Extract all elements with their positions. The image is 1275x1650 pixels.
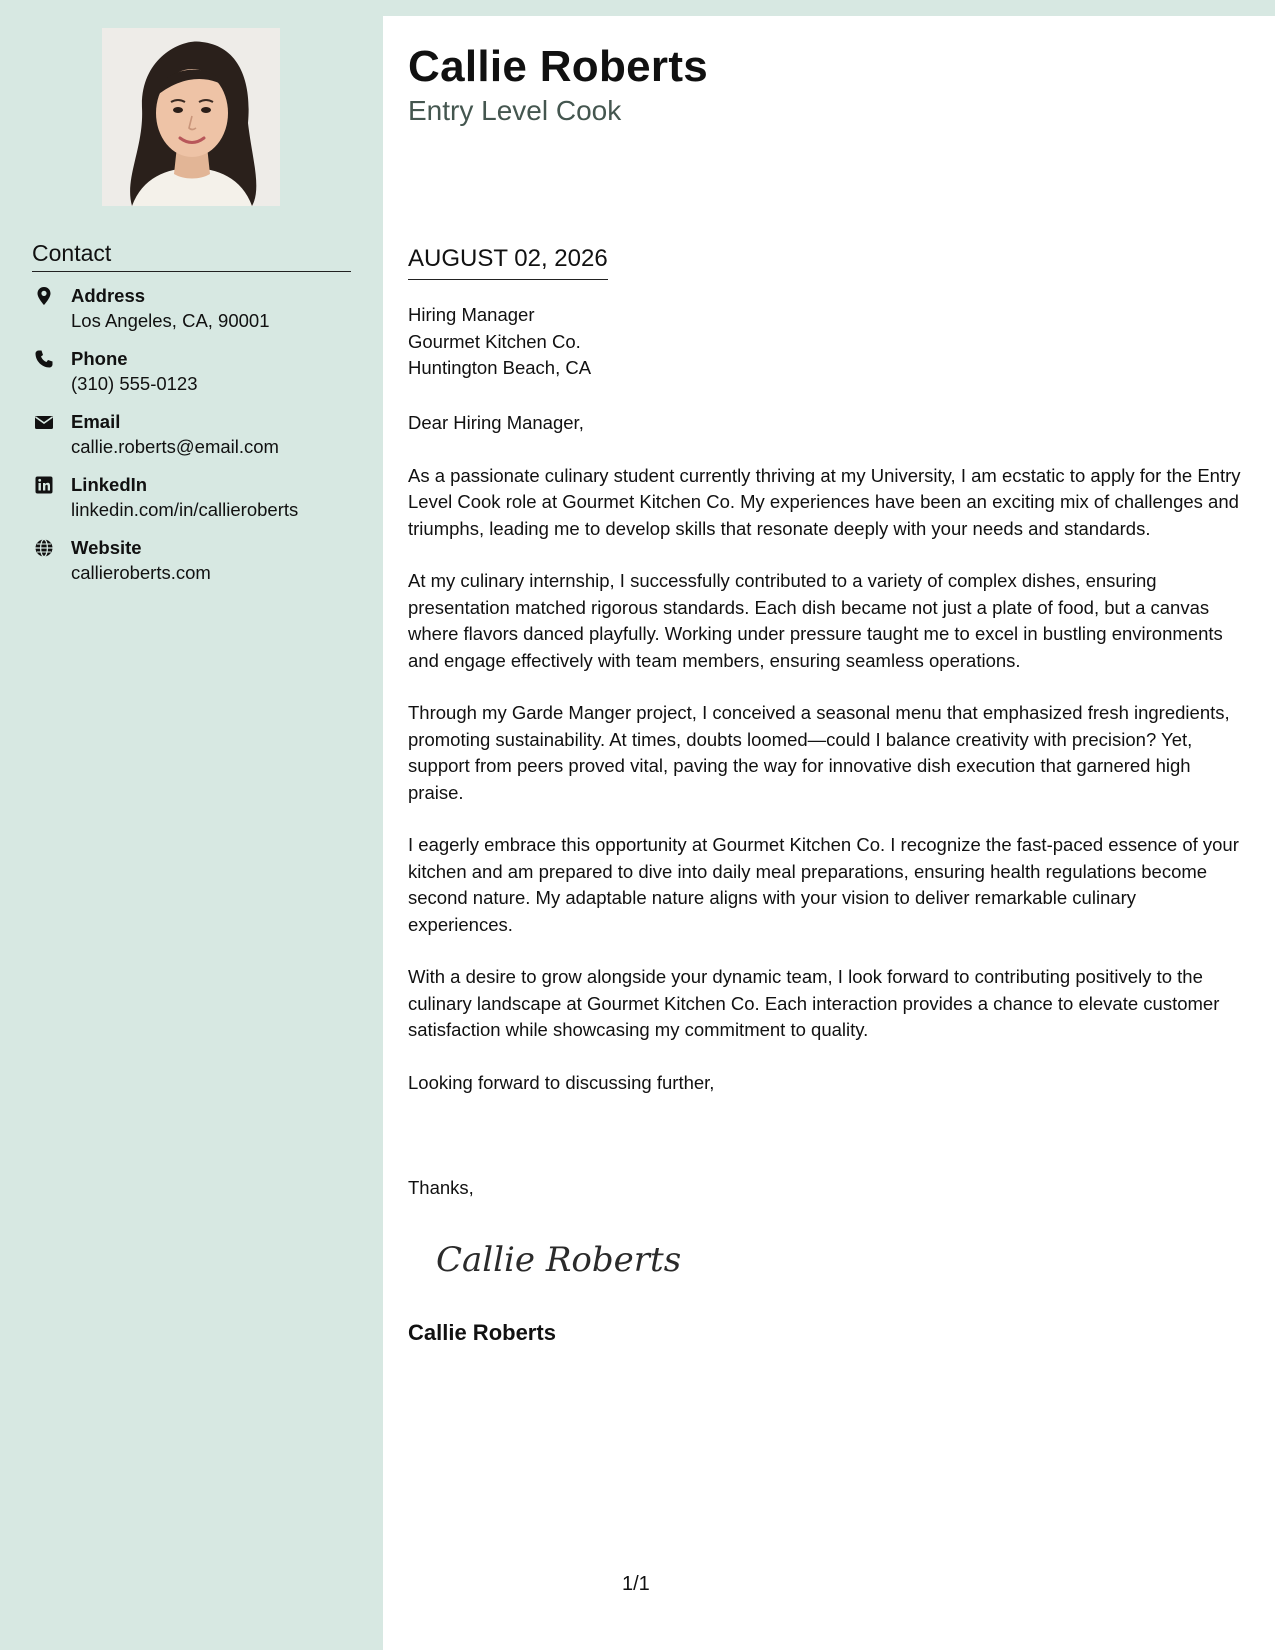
- letter-paragraph: I eagerly embrace this opportunity at Gourmet Kitchen Co. I recognize the fast-paced essence of your kitchen and am prepared to dive into daily meal preparations, ensuring health regulations become second nature. My adaptable nature aligns with your vision to deliver remarkable culinary experiences.: [408, 834, 1239, 935]
- map-pin-icon: [34, 286, 54, 306]
- recipient-line: Huntington Beach, CA: [408, 357, 592, 378]
- thanks-line: Thanks,: [408, 1177, 474, 1198]
- letter-date: AUGUST 02, 2026: [408, 245, 608, 280]
- job-title: Entry Level Cook: [408, 95, 622, 126]
- profile-photo: [102, 28, 280, 206]
- contact-value: (310) 555-0123: [71, 373, 198, 394]
- closing-line: Looking forward to discussing further,: [408, 1071, 715, 1093]
- handwritten-signature: [432, 1233, 682, 1283]
- page-number: 1/1: [622, 1573, 650, 1595]
- letter-paragraph: Through my Garde Manger project, I conceived a seasonal menu that emphasized fresh ingredients, promoting sustainability. At times, doubts loomed—could I balance creativity with precision? Yet, support from peers proved vital, paving the way for innovative dish execution that garnered high praise.: [408, 702, 1230, 803]
- letter-paragraph: With a desire to grow alongside your dynamic team, I look forward to contributing positively to the culinary landscape at Gourmet Kitchen Co. Each interaction provides a chance to elevate customer satisfaction while showcasing my commitment to quality.: [408, 966, 1220, 1040]
- sidebar: [0, 0, 383, 1650]
- recipient-block: [408, 302, 591, 382]
- contact-value: linkedin.com/in/callieroberts: [71, 499, 299, 520]
- envelope-icon: [34, 412, 54, 432]
- contact-label: Address: [71, 285, 146, 306]
- contact-item-linkedin: [32, 473, 362, 536]
- contact-item-address: [32, 284, 362, 347]
- recipient-line: Gourmet Kitchen Co.: [408, 330, 581, 352]
- contact-label: LinkedIn: [71, 474, 148, 495]
- contact-label: Website: [71, 537, 142, 558]
- salutation: Dear Hiring Manager,: [408, 412, 584, 433]
- linkedin-icon: [34, 475, 54, 495]
- contact-item-email: [32, 410, 362, 473]
- phone-icon: [34, 349, 54, 369]
- signature-script: Callie Roberts: [436, 1240, 682, 1280]
- recipient-line: Hiring Manager: [408, 304, 535, 325]
- profile-photo-illustration: [102, 28, 280, 206]
- contact-heading: Contact: [32, 240, 351, 272]
- contact-value: Los Angeles, CA, 90001: [71, 310, 270, 331]
- globe-icon: [34, 538, 54, 558]
- contact-label: Email: [71, 411, 121, 432]
- contact-value: callie.roberts@email.com: [71, 436, 279, 457]
- letter-body: [408, 410, 1246, 1122]
- contact-item-phone: [32, 347, 362, 410]
- contact-label: Phone: [71, 348, 128, 369]
- contact-item-website: [32, 536, 362, 599]
- contact-value: callieroberts.com: [71, 562, 211, 583]
- letter-paragraph: As a passionate culinary student currently thriving at my University, I am ecstatic to apply for the Entry Level Cook role at Gourmet Kitchen Co. My experiences have been an exciting mix of challenges and triumphs, leading me to develop skills that resonate deeply with your needs and standards.: [408, 464, 1241, 539]
- letter-paragraph: At my culinary internship, I successfully contributed to a variety of complex dishes, ensuring presentation matched rigorous standards. Each dish became not just a plate of food, but a canvas where flavors danced playfully. Working under pressure taught me to excel in bustling environments and engage effectively with team members, ensuring seamless operations.: [408, 570, 1223, 671]
- contact-list: [32, 284, 362, 599]
- applicant-name: Callie Roberts: [408, 42, 709, 91]
- signature-name: Callie Roberts: [408, 1320, 556, 1345]
